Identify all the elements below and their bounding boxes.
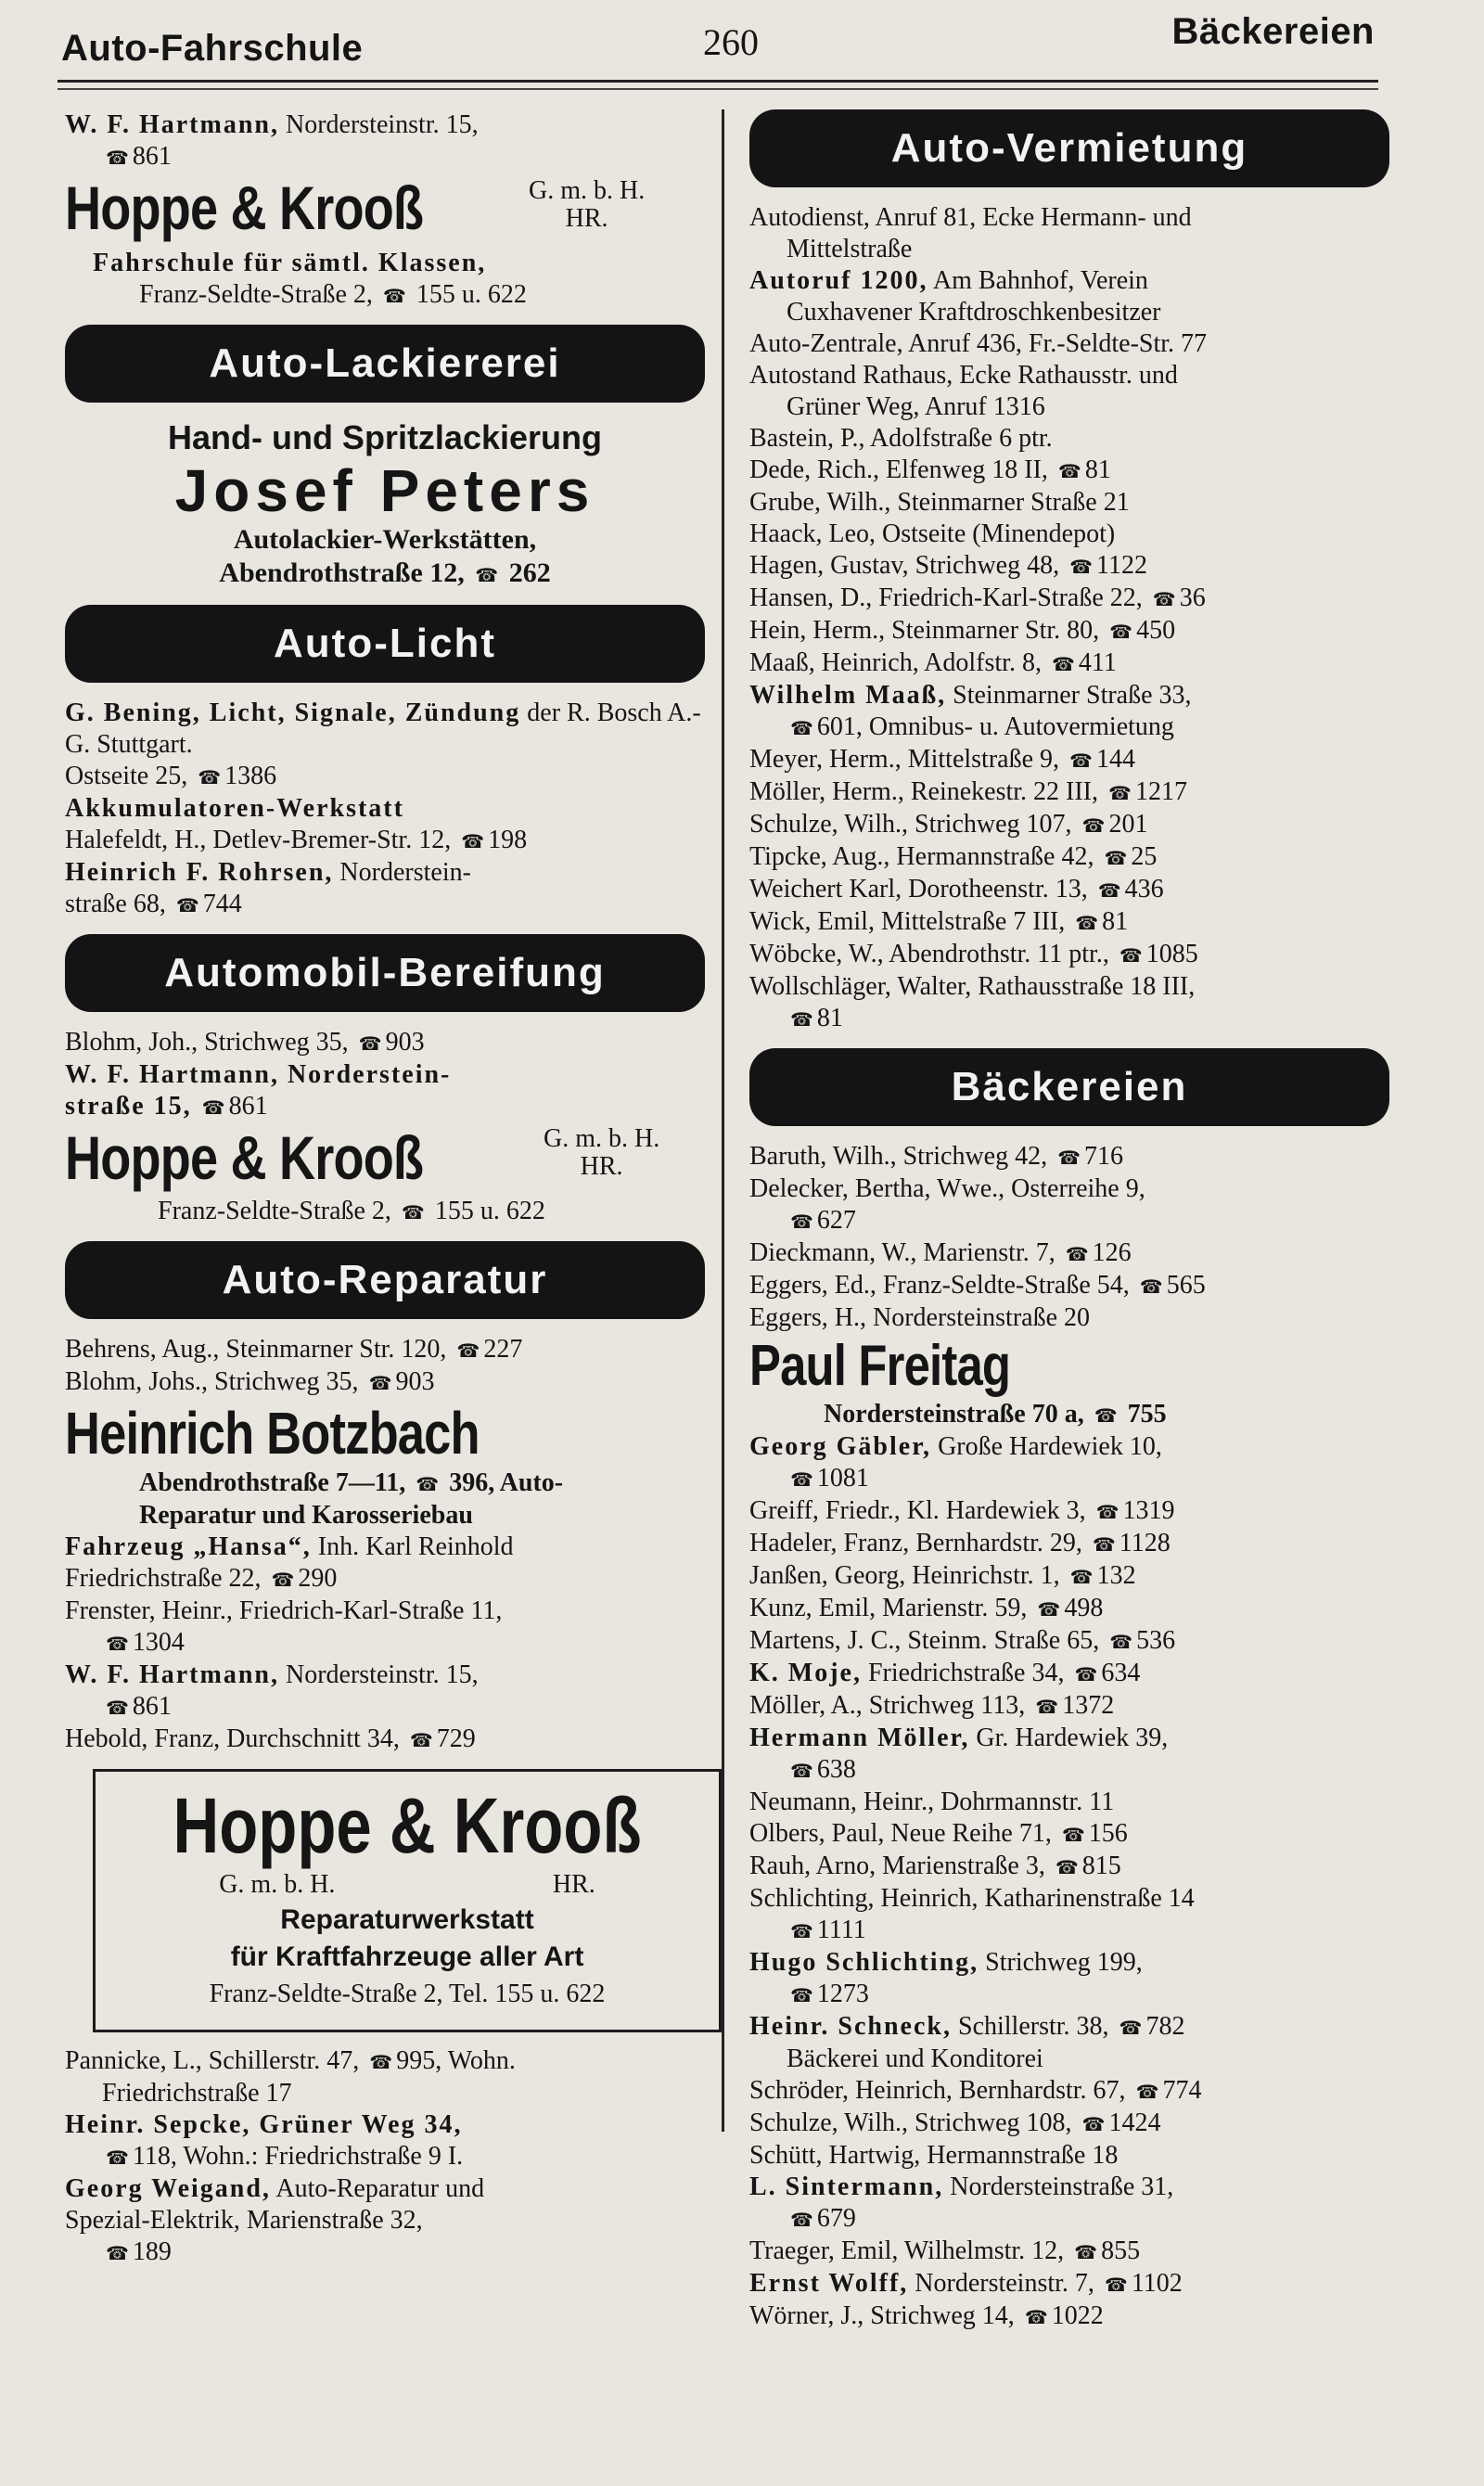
telephone-icon: ☎: [790, 2209, 813, 2231]
list-item: Blohm, Joh., Strichweg 35, ☎ 903: [65, 1028, 425, 1057]
telephone-icon: ☎: [198, 766, 222, 788]
list-item: Fahrzeug „Hansa“, Inh. Karl Reinhold: [65, 1532, 514, 1561]
list-item: straße 15, ☎ 861: [65, 1092, 268, 1121]
telephone-icon: ☎: [368, 1372, 392, 1394]
list-item: Rauh, Arno, Marienstraße 3, ☎ 815: [749, 1852, 1121, 1880]
telephone-icon: ☎: [1057, 1147, 1081, 1169]
telephone-icon: ☎: [1037, 1598, 1061, 1621]
list-item: Traeger, Emil, Wilhelmstr. 12, ☎ 855: [749, 2236, 1141, 2265]
list-item: Schulze, Wilh., Strichweg 107, ☎ 201: [749, 810, 1148, 839]
telephone-icon: ☎: [1075, 912, 1099, 934]
list-item: Hermann Möller, Gr. Hardewiek 39,: [749, 1724, 1169, 1752]
telephone-icon: ☎: [1069, 750, 1093, 772]
telephone-icon: ☎: [461, 830, 485, 852]
list-item: Tipcke, Aug., Hermannstraße 42, ☎ 25: [749, 842, 1158, 871]
telephone-icon: ☎: [1104, 847, 1128, 869]
list-item: Neumann, Heinr., Dohrmannstr. 11: [749, 1788, 1115, 1816]
list-item: Auto-Zentrale, Anruf 436, Fr.-Seldte-Str. 77: [749, 329, 1208, 358]
licht-list: [65, 698, 705, 921]
telephone-icon: ☎: [1097, 879, 1121, 902]
telephone-icon: ☎: [416, 1473, 440, 1495]
section-banner: Auto-Vermietung: [749, 109, 1389, 187]
list-item: Mittelstraße: [787, 235, 913, 263]
list-item: W. F. Hartmann, Nordersteinstr. 15,: [65, 1660, 479, 1689]
list-item: Delecker, Bertha, Wwe., Osterreihe 9,: [749, 1174, 1145, 1203]
telephone-icon: ☎: [1109, 621, 1133, 643]
list-item: Wörner, J., Strichweg 14, ☎ 1022: [749, 2301, 1104, 2330]
list-item: Olbers, Paul, Neue Reihe 71, ☎ 156: [749, 1819, 1128, 1848]
telephone-icon: ☎: [1057, 460, 1081, 482]
list-item: Schlichting, Heinrich, Katharinenstraße 14: [749, 1884, 1195, 1913]
telephone-icon: ☎: [106, 2242, 129, 2264]
telephone-icon: ☎: [1139, 1275, 1163, 1298]
telephone-icon: ☎: [1069, 1566, 1094, 1588]
reparatur-list: [65, 1334, 705, 1399]
telephone-icon: ☎: [382, 285, 406, 307]
header-section-right: Bäckereien: [1171, 11, 1375, 52]
list-item: Behrens, Aug., Steinmarner Str. 120, ☎ 227: [65, 1335, 523, 1364]
list-item: Georg Weigand, Auto-Reparatur und: [65, 2174, 485, 2203]
section-banner: Bäckereien: [749, 1048, 1389, 1126]
list-item: Wick, Emil, Mittelstraße 7 III, ☎ 81: [749, 907, 1129, 936]
telephone-icon: ☎: [1095, 1501, 1119, 1523]
header-rule-thin: [58, 88, 1378, 90]
header-rule: [58, 80, 1378, 83]
list-item: Hein, Herm., Steinmarner Str. 80, ☎ 450: [749, 616, 1176, 645]
list-item: Autodienst, Anruf 81, Ecke Hermann- und: [749, 203, 1192, 232]
list-item: Autoruf 1200, Am Bahnhof, Verein: [749, 266, 1148, 295]
list-item: Ostseite 25, ☎ 1386: [65, 762, 277, 790]
column-divider: [722, 109, 724, 2132]
list-item: Grüner Weg, Anruf 1316: [787, 392, 1045, 421]
list-item: ☎ 118, Wohn.: Friedrichstraße 9 I.: [65, 2141, 705, 2173]
list-item: ☎ 1081: [749, 1463, 1389, 1495]
telephone-icon: ☎: [1024, 2306, 1048, 2328]
telephone-icon: ☎: [1061, 1824, 1085, 1846]
telephone-icon: ☎: [1152, 588, 1176, 610]
telephone-icon: ☎: [369, 2051, 393, 2073]
list-item: Akkumulatoren-Werkstatt: [65, 794, 404, 823]
list-item: ☎ 861: [65, 1691, 705, 1724]
list-item: Hansen, D., Friedrich-Karl-Straße 22, ☎ 36: [749, 583, 1206, 612]
list-item: Janßen, Georg, Heinrichstr. 1, ☎ 132: [749, 1561, 1136, 1590]
list-item: Heinr. Sepcke, Grüner Weg 34,: [65, 2110, 463, 2139]
vermietung-list: [749, 202, 1389, 1035]
telephone-icon: ☎: [106, 147, 129, 169]
baeckereien-list-2: [749, 1431, 1389, 2333]
telephone-icon: ☎: [271, 1569, 295, 1591]
list-item: Spezial-Elektrik, Marienstraße 32,: [65, 2206, 423, 2235]
telephone-icon: ☎: [1081, 814, 1106, 837]
telephone-icon: ☎: [1135, 2081, 1159, 2103]
reparatur-list-3: [65, 2045, 705, 2269]
section-banner: Auto-Lackiererei: [65, 325, 705, 403]
telephone-icon: ☎: [1051, 653, 1075, 675]
ad-botzbach-name: Heinrich Botzbach: [65, 1400, 480, 1467]
list-item: Ernst Wolff, Nordersteinstr. 7, ☎ 1102: [749, 2269, 1183, 2298]
reparatur-list-2: [65, 1531, 705, 1756]
telephone-icon: ☎: [790, 1468, 813, 1491]
list-item: Hugo Schlichting, Strichweg 199,: [749, 1948, 1143, 1977]
list-item: Bäckerei und Konditorei: [787, 2044, 1043, 2073]
telephone-icon: ☎: [409, 1729, 433, 1751]
telephone-icon: ☎: [106, 1633, 129, 1655]
telephone-icon: ☎: [790, 717, 813, 739]
telephone-icon: ☎: [456, 1339, 480, 1362]
list-item: Meyer, Herm., Mittelstraße 9, ☎ 144: [749, 745, 1135, 774]
telephone-icon: ☎: [1065, 1243, 1089, 1265]
section-banner: Auto-Reparatur: [65, 1241, 705, 1319]
list-item: Hebold, Franz, Durchschnitt 34, ☎ 729: [65, 1724, 476, 1753]
list-item: Eggers, Ed., Franz-Seldte-Straße 54, ☎ 565: [749, 1271, 1206, 1300]
list-item: Autostand Rathaus, Ecke Rathausstr. und: [749, 361, 1178, 390]
telephone-icon: ☎: [201, 1096, 225, 1119]
left-column: W. F. Hartmann, Nordersteinstr. 15, ☎ 861 Hoppe & Krooß G. m. b. H. HR. Fahrschule für sämtl. Klassen, Franz-Seldte-Straße 2, ☎ 155 u. 622 Auto-Lackiererei Hand- und Spritzlackierung Josef Peters Autolackier-Werkstätten, Abendrothstraße 12, ☎ 262 Auto-Licht G. Bening, Licht, Signale, Zündung der R. Bosch A.-G. Stuttgart. Ostseite 25, ☎ 1386 Akkumulatoren-Werkstatt Halefeldt, H., Detlev-Bremer-Str. 12, ☎ 198 Heinrich F. Rohrsen, Norderstein- straße 68, ☎ 744 Automobil-Bereifung Blohm, Joh., Strichweg 35, ☎ 903 W. F. Hartmann, Norderstein- straße 15, ☎ 861 Hoppe & Krooß G. m. b. H. HR. Franz-Seldte-Straße 2, ☎ 155 u. 622 Auto-Reparatur Behrens, Aug., Steinmarner Str. 120, ☎ 227 Blohm, Johs., Strichweg 35, ☎ 903 Heinrich Botzbach Abendrothstraße 7—11, ☎ 396, Auto- Reparatur und Karosseriebau Fahrzeug „Hansa“, Inh. Karl Reinhold Friedrichstraße 22, ☎ 290 Frenster, Heinr., Friedrich-Karl-Straße 11, ☎ 1304 W. F. Hartmann, Nordersteinstr. 15, ☎ 861 Hebold, Franz, Durchschnitt 34, ☎ 729 Hoppe & Krooß G. m. b. H. HR. Reparaturwerkstatt für Kraftfahrzeuge aller Art Franz-Seldte-Straße 2, Tel. 155 u. 622 Pannicke, L., Schillerstr. 47, ☎ 995, Wohn. Friedrichstraße 17 Heinr. Sepcke, Grüner Weg 34, ☎ 118, Wohn.: Friedrichstraße 9 I. Georg Weigand, Auto-Reparatur und Spezial-Elektrik, Marienstraße 32, ☎ 189: [65, 109, 705, 2269]
list-item: ☎ 1304: [65, 1627, 705, 1659]
list-item: ☎ 1273: [749, 1979, 1389, 2011]
telephone-icon: ☎: [790, 1920, 813, 1942]
list-item: Schröder, Heinrich, Bernhardstr. 67, ☎ 774: [749, 2076, 1202, 2105]
section-banner: Auto-Licht: [65, 605, 705, 683]
baeckereien-list: [749, 1141, 1389, 1334]
telephone-icon: ☎: [790, 1984, 813, 2006]
telephone-icon: ☎: [1104, 2274, 1128, 2296]
list-item: Pannicke, L., Schillerstr. 47, ☎ 995, Wohn.: [65, 2046, 516, 2075]
list-item: Martens, J. C., Steinm. Straße 65, ☎ 536: [749, 1626, 1176, 1655]
list-item: Hagen, Gustav, Strichweg 48, ☎ 1122: [749, 551, 1148, 580]
telephone-icon: ☎: [1074, 2241, 1098, 2263]
telephone-icon: ☎: [1055, 1856, 1079, 1878]
telephone-icon: ☎: [106, 2146, 129, 2169]
list-item: Wilhelm Maaß, Steinmarner Straße 33,: [749, 681, 1192, 710]
list-item: G. Bening, Licht, Signale, Zündung der R. Bosch A.-G. Stuttgart.: [65, 698, 701, 759]
list-item: Halefeldt, H., Detlev-Bremer-Str. 12, ☎ 198: [65, 826, 528, 854]
list-item: Wollschläger, Walter, Rathausstraße 18 III,: [749, 972, 1196, 1001]
list-item: W. F. Hartmann, Norderstein-: [65, 1060, 452, 1089]
telephone-icon: ☎: [790, 1760, 813, 1782]
list-item: straße 68, ☎ 744: [65, 890, 242, 918]
list-item: Cuxhavener Kraftdroschkenbesitzer: [787, 298, 1161, 327]
list-item: Grube, Wilh., Steinmarner Straße 21: [749, 488, 1130, 517]
telephone-icon: ☎: [790, 1211, 813, 1233]
list-item: Haack, Leo, Ostseite (Minendepot): [749, 519, 1116, 548]
list-item: ☎ 189: [65, 2236, 705, 2269]
list-item: Heinrich F. Rohrsen, Norderstein-: [65, 858, 471, 887]
list-item: K. Moje, Friedrichstraße 34, ☎ 634: [749, 1659, 1141, 1687]
list-item: Dieckmann, W., Marienstr. 7, ☎ 126: [749, 1238, 1132, 1267]
list-item: L. Sintermann, Nordersteinstraße 31,: [749, 2172, 1174, 2201]
telephone-icon: ☎: [475, 564, 499, 586]
telephone-icon: ☎: [1108, 782, 1132, 804]
list-item: Friedrichstraße 22, ☎ 290: [65, 1564, 338, 1593]
telephone-icon: ☎: [1035, 1696, 1059, 1718]
telephone-icon: ☎: [1119, 2017, 1143, 2039]
list-item: Weichert Karl, Dorotheenstr. 13, ☎ 436: [749, 875, 1164, 903]
list-item: Schütt, Hartwig, Hermannstraße 18: [749, 2141, 1119, 2170]
page-number: 260: [703, 21, 759, 63]
telephone-icon: ☎: [1081, 2113, 1106, 2135]
telephone-icon: ☎: [1094, 1404, 1118, 1427]
list-item: Eggers, H., Nordersteinstraße 20: [749, 1303, 1091, 1332]
telephone-icon: ☎: [358, 1032, 382, 1055]
telephone-icon: ☎: [1074, 1663, 1098, 1685]
list-item: Möller, A., Strichweg 113, ☎ 1372: [749, 1691, 1115, 1720]
list-item: Blohm, Johs., Strichweg 35, ☎ 903: [65, 1367, 435, 1396]
ad-freitag-name: Paul Freitag: [749, 1334, 1011, 1398]
list-item: Dede, Rich., Elfenweg 18 II, ☎ 81: [749, 455, 1111, 484]
list-item: ☎ 1111: [749, 1915, 1389, 1947]
list-item: Greiff, Friedr., Kl. Hardewiek 3, ☎ 1319: [749, 1496, 1175, 1525]
telephone-icon: ☎: [175, 894, 199, 916]
ad-hoppe-2: Hoppe & Krooß G. m. b. H. HR.: [65, 1123, 660, 1192]
list-item: ☎ 601, Omnibus- u. Autovermietung: [749, 711, 1389, 744]
list-item: W. F. Hartmann, Nordersteinstr. 15,: [65, 110, 479, 139]
telephone-icon: ☎: [106, 1697, 129, 1719]
list-item: ☎ 81: [749, 1003, 1389, 1035]
list-item: ☎ 861: [65, 141, 705, 173]
list-item: ☎ 638: [749, 1754, 1389, 1787]
list-item: Schulze, Wilh., Strichweg 108, ☎ 1424: [749, 2108, 1161, 2137]
ad-hoppe-1: Hoppe & Krooß G. m. b. H. HR.: [65, 173, 646, 242]
bereifung-list: [65, 1027, 705, 1123]
telephone-icon: ☎: [790, 1008, 813, 1031]
list-item: Heinr. Schneck, Schillerstr. 38, ☎ 782: [749, 2012, 1185, 2041]
ad-peters-name: Josef Peters: [174, 457, 595, 524]
list-item: Maaß, Heinrich, Adolfstr. 8, ☎ 411: [749, 648, 1117, 677]
list-item: Wöbcke, W., Abendrothstr. 11 ptr., ☎ 1085: [749, 940, 1198, 968]
telephone-icon: ☎: [1092, 1533, 1116, 1556]
list-item: Möller, Herm., Reinekestr. 22 III, ☎ 1217: [749, 777, 1187, 806]
list-item: Frenster, Heinr., Friedrich-Karl-Straße 11,: [65, 1596, 503, 1625]
list-item: Kunz, Emil, Marienstr. 59, ☎ 498: [749, 1594, 1104, 1622]
telephone-icon: ☎: [1069, 556, 1094, 578]
list-item: Bastein, P., Adolfstraße 6 ptr.: [749, 424, 1053, 453]
list-item: Friedrichstraße 17: [102, 2079, 292, 2108]
ad-hoppe-box: Hoppe & Krooß G. m. b. H. HR. Reparaturwerkstatt für Kraftfahrzeuge aller Art Franz-Seldte-Straße 2, Tel. 155 u. 622: [93, 1769, 722, 2032]
list-item: Baruth, Wilh., Strichweg 42, ☎ 716: [749, 1142, 1124, 1171]
list-item: Hadeler, Franz, Bernhardstr. 29, ☎ 1128: [749, 1529, 1171, 1557]
list-item: ☎ 627: [749, 1205, 1389, 1237]
section-banner: Automobil-Bereifung: [65, 934, 705, 1012]
telephone-icon: ☎: [401, 1201, 425, 1224]
right-column: Auto-Vermietung Autodienst, Anruf 81, Ecke Hermann- und Mittelstraße Autoruf 1200, Am Bahnhof, Verein Cuxhavener Kraftdroschkenbesitzer Auto-Zentrale, Anruf 436, Fr.-Seldte-Str. 77 Autostand Rathaus, Ecke Rathausstr. und Grüner Weg, Anruf 1316 Bastein, P., Adolfstraße 6 ptr. Dede, Rich., Elfenweg 18 II, ☎ 81 Grube, Wilh., Steinmarner Straße 21 Haack, Leo, Ostseite (Minendepot) Hagen, Gustav, Strichweg 48, ☎ 1122 Hansen, D., Friedrich-Karl-Straße 22, ☎ 36 Hein, Herm., Steinmarner Str. 80, ☎ 450 Maaß, Heinrich, Adolfstr. 8, ☎ 411 Wilhelm Maaß, Steinmarner Straße 33, ☎ 601, Omnibus- u. Autovermietung Meyer, Herm., Mittelstraße 9, ☎ 144 Möller, Herm., Reinekestr. 22 III, ☎ 1217 Schulze, Wilh., Strichweg 107, ☎ 201 Tipcke, Aug., Hermannstraße 42, ☎ 25 Weichert Karl, Dorotheenstr. 13, ☎ 436 Wick, Emil, Mittelstraße 7 III, ☎ 81 Wöbcke, W., Abendrothstr. 11 ptr., ☎ 1085 Wollschläger, Walter, Rathausstraße 18 III, ☎ 81 Bäckereien Baruth, Wilh., Strichweg 42, ☎ 716 Delecker, Bertha, Wwe., Osterreihe 9, ☎ 627 Dieckmann, W., Marienstr. 7, ☎ 126 Eggers, Ed., Franz-Seldte-Straße 54, ☎ 565 Eggers, H., Nordersteinstraße 20 Paul Freitag Nordersteinstraße 70 a, ☎ 755 Georg Gäbler, Große Hardewiek 10, ☎ 1081 Greiff, Friedr., Kl. Hardewiek 3, ☎ 1319 Hadeler, Franz, Bernhardstr. 29, ☎ 1128 Janßen, Georg, Heinrichstr. 1, ☎ 132 Kunz, Emil, Marienstr. 59, ☎ 498 Martens, J. C., Steinm. Straße 65, ☎ 536 K. Moje, Friedrichstraße 34, ☎ 634 Möller, A., Strichweg 113, ☎ 1372 Hermann Möller, Gr. Hardewiek 39, ☎ 638 Neumann, Heinr., Dohrmannstr. 11 Olbers, Paul, Neue Reihe 71, ☎ 156 Rauh, Arno, Marienstraße 3, ☎ 815 Schlichting, Heinrich, Katharinenstraße 14 ☎ 1111 Hugo Schlichting, Strichweg 199, ☎ 1273 Heinr. Schneck, Schillerstr. 38, ☎ 782 Bäckerei und Konditorei Schröder, Heinrich, Bernhardstr. 67, ☎ 774 Schulze, Wilh., Strichweg 108, ☎ 1424 Schütt, Hartwig, Hermannstraße 18 L. Sintermann, Nordersteinstraße 31, ☎ 679 Traeger, Emil, Wilhelmstr. 12, ☎ 855 Ernst Wolff, Nordersteinstr. 7, ☎ 1102 Wörner, J., Strichweg 14, ☎ 1022: [749, 109, 1389, 2333]
telephone-icon: ☎: [1119, 944, 1143, 967]
telephone-icon: ☎: [1109, 1631, 1133, 1653]
list-item: Georg Gäbler, Große Hardewiek 10,: [749, 1432, 1162, 1461]
header-section-left: Auto-Fahrschule: [61, 28, 364, 69]
list-item: ☎ 679: [749, 2203, 1389, 2236]
